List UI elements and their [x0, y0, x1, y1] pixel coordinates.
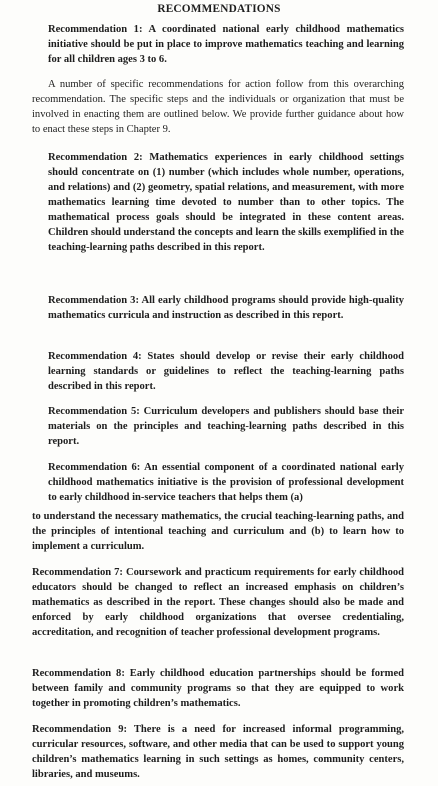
recommendation-5: Recommendation 5: Curriculum developers and publishers should base their materials on the principles and teaching-learning paths described in this report. [48, 406, 404, 447]
recommendation-1: Recommendation 1: A coordinated national early childhood mathematics initiative should be put in place to improve mathematics teaching and learning for all children ages 3 to 6. [48, 24, 404, 65]
recommendation-8: Recommendation 8: Early childhood education partnerships should be formed between family and community programs so that they are equipped to work together in promoting children’s mathematics. [32, 668, 404, 709]
recommendation-6-part-a: Recommendation 6: An essential component of a coordinated national early childhood mathematics initiative is the provision of professional development to early childhood in-service teachers that helps them (a) [48, 462, 404, 503]
recommendation-9: Recommendation 9: There is a need for increased informal programming, curricular resources, software, and other media that can be used to support young children’s mathematics learning in such settings as homes, community centers, libraries, and museums. [32, 724, 404, 780]
recommendation-6-part-b: to understand the necessary mathematics, the crucial teaching-learning paths, and the principles of intentional teaching and curriculum and (b) to learn how to implement a curriculum. [32, 511, 404, 552]
intro-paragraph: A number of specific recommendations for action follow from this overarching recommendation. The specific steps and the individuals or organization that must be involved in enacting them are outlined below. We provide further guidance about how to enact these steps in Chapter 9. [32, 79, 404, 135]
page-title: RECOMMENDATIONS [157, 3, 281, 15]
recommendation-2: Recommendation 2: Mathematics experiences in early childhood settings should concentrate on (1) number (which includes whole number, operations, and relations) and (2) geometry, spatial relations, and measurement, with more mathematics learning time devoted to number than to other topics. The mathematical process goals should be integrated in these content areas. Children should understand the concepts and learn the skills exemplified in the teaching-learning paths described in this report. [48, 152, 404, 253]
recommendation-3: Recommendation 3: All early childhood programs should provide high-quality mathematics curricula and instruction as described in this report. [48, 295, 404, 321]
recommendation-4: Recommendation 4: States should develop or revise their early childhood learning standards or guidelines to reflect the teaching-learning paths described in this report. [48, 351, 404, 392]
recommendation-7: Recommendation 7: Coursework and practicum requirements for early childhood educators should be changed to reflect an increased emphasis on children’s mathematics as described in the report. These changes should also be made and enforced by early childhood organizations that oversee credentialing, accreditation, and recognition of teacher professional development programs. [32, 567, 404, 638]
